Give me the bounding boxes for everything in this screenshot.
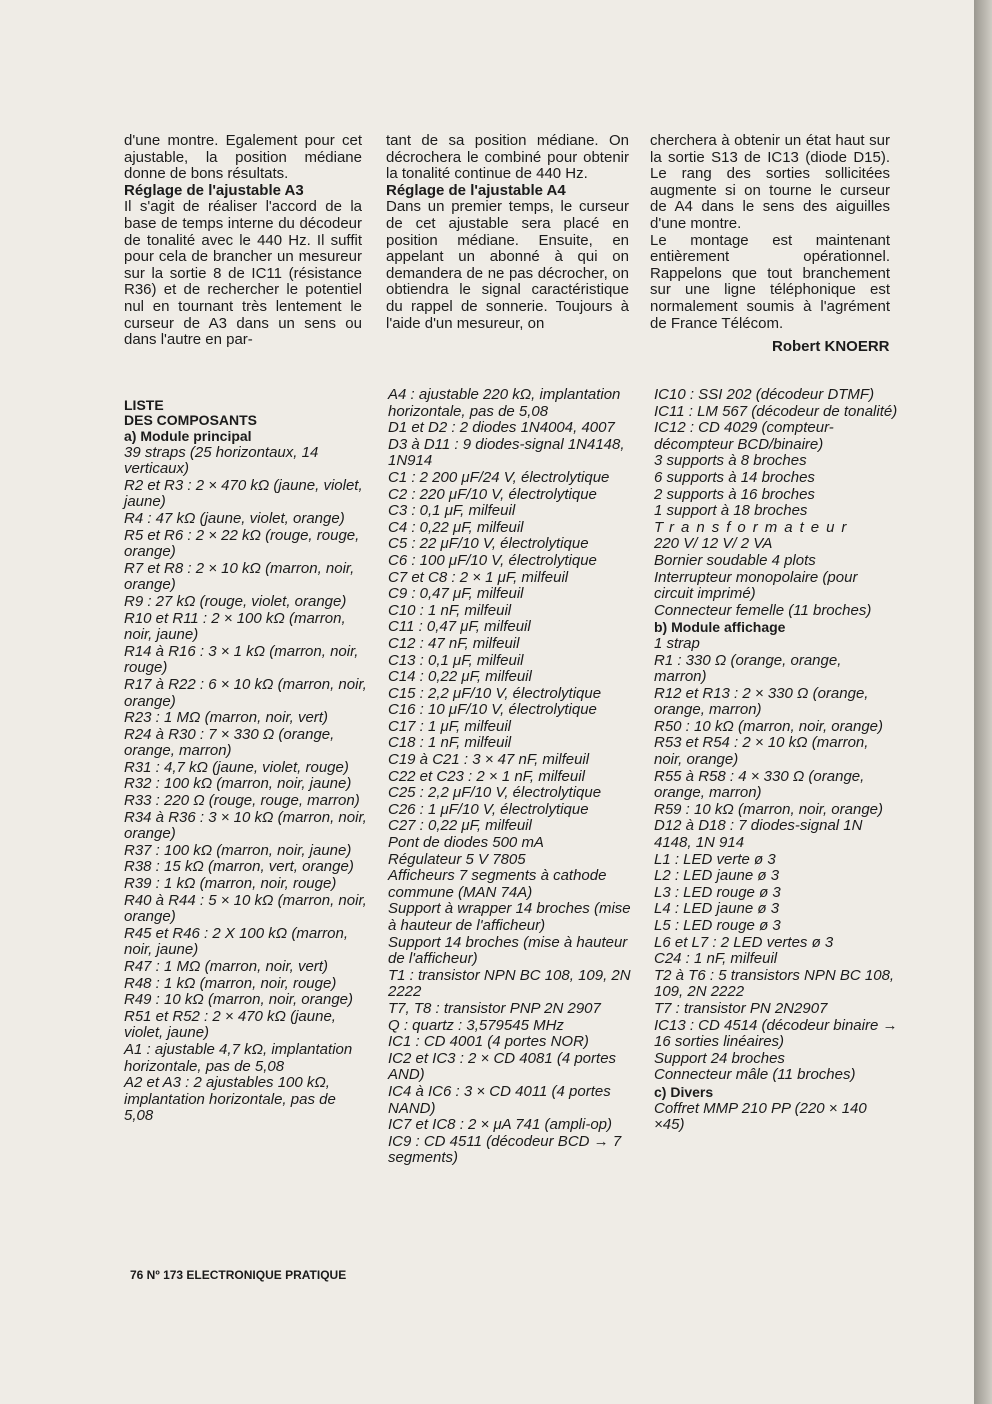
components-list-column-1 (124, 398, 368, 1125)
paragraph: Le montage est maintenant entièrement opérationnel. Rappelons que tout branchement sur une ligne téléphonique est normalement soumis à l'agrément de France Télécom. (650, 231, 890, 332)
list-item: R1 : 330 Ω (orange, orange, marron) (654, 651, 842, 686)
list-item: C1 : 2 200 μF/24 V, électrolytique (388, 468, 610, 486)
components-list-column-3 (654, 387, 898, 1134)
list-item: C26 : 1 μF/10 V, électrolytique (388, 800, 589, 818)
list-item: C6 : 100 μF/10 V, électrolytique (388, 551, 597, 569)
list-item: L1 : LED verte ø 3 (654, 850, 776, 868)
list-item: Régulateur 5 V 7805 (388, 850, 526, 868)
list-item: Connecteur femelle (11 broches) (654, 601, 872, 619)
list-item: IC13 : CD 4514 (décodeur binaire → 16 sorties linéaires) (654, 1016, 898, 1051)
list-item: R17 à R22 : 6 × 10 kΩ (marron, noir, orange) (124, 675, 367, 710)
item-group (654, 1101, 898, 1134)
list-item: IC10 : SSI 202 (décodeur DTMF) (654, 386, 875, 403)
list-item: C4 : 0,22 μF, milfeuil (388, 518, 524, 536)
list-item: C15 : 2,2 μF/10 V, électrolytique (388, 684, 602, 702)
item-group (654, 636, 898, 1084)
list-item: L2 : LED jaune ø 3 (654, 867, 780, 885)
list-item: C11 : 0,47 μF, milfeuil (388, 618, 531, 636)
list-item: R32 : 100 kΩ (marron, noir, jaune) (124, 775, 352, 793)
list-item: R34 à R36 : 3 × 10 kΩ (marron, noir, orange) (124, 808, 367, 843)
list-item: Q : quartz : 3,579545 MHz (388, 1016, 564, 1034)
list-item: L4 : LED jaune ø 3 (654, 900, 780, 918)
section-heading: Réglage de l'ajustable A4 (386, 181, 566, 199)
list-item: L6 et L7 : 2 LED vertes ø 3 (654, 933, 834, 951)
list-item: IC4 à IC6 : 3 × CD 4011 (4 portes NAND) (388, 1082, 611, 1117)
list-item: C27 : 0,22 μF, milfeuil (388, 817, 532, 835)
list-item: R31 : 4,7 kΩ (jaune, violet, rouge) (124, 758, 349, 776)
list-item: R51 et R52 : 2 × 470 kΩ (jaune, violet, jaune) (124, 1007, 336, 1042)
list-item: R40 à R44 : 5 × 10 kΩ (marron, noir, orange) (124, 891, 367, 926)
list-item: R37 : 100 kΩ (marron, noir, jaune) (124, 841, 352, 859)
author-signature: Robert KNOERR (772, 338, 890, 355)
list-item: 220 V/ 12 V/ 2 VA (654, 535, 773, 553)
list-item: D12 à D18 : 7 diodes-signal 1N 4148, 1N 914 (654, 817, 863, 852)
list-item: R4 : 47 kΩ (jaune, violet, orange) (124, 509, 345, 527)
section-heading: c) Divers (654, 1083, 714, 1100)
paragraph: tant de sa position médiane. On décrochera le combiné pour obtenir la tonalité continue de 440 Hz. (386, 132, 629, 183)
list-item: R49 : 10 kΩ (marron, noir, orange) (124, 991, 354, 1009)
list-item: R39 : 1 kΩ (marron, noir, rouge) (124, 875, 337, 893)
text-column-2 (386, 133, 629, 332)
list-item: T2 à T6 : 5 transistors NPN BC 108, 109, 2N 2222 (654, 966, 895, 1001)
list-item: IC7 et IC8 : 2 × μA 741 (ampli-op) (388, 1116, 613, 1134)
item-group (388, 387, 633, 1167)
page-footer: 76 Nº 173 ELECTRONIQUE PRATIQUE (130, 1268, 347, 1282)
paragraph: cherchera à obtenir un état haut sur la sortie S13 de IC13 (diode D15). Le rang des sorties sollicitées augmente si on tourne le curseur de A4 dans le sens des aiguilles d'une montre. (650, 132, 890, 232)
list-item: Connecteur mâle (11 broches) (654, 1066, 856, 1084)
list-item: Interrupteur monopolaire (pour circuit imprimé) (654, 568, 858, 603)
list-item: 2 supports à 16 broches (654, 485, 815, 503)
list-item: T1 : transistor NPN BC 108, 109, 2N 2222 (388, 966, 631, 1001)
list-item: 6 supports à 14 broches (654, 468, 815, 486)
list-item: A2 et A3 : 2 ajustables 100 kΩ, implantation horizontale, pas de 5,08 (124, 1074, 336, 1125)
list-item: R47 : 1 MΩ (marron, noir, vert) (124, 958, 328, 975)
list-item: D3 à D11 : 9 diodes-signal 1N4148, 1N914 (388, 435, 625, 470)
list-item: C19 à C21 : 3 × 47 nF, milfeuil (388, 751, 590, 769)
list-item: Support à wrapper 14 broches (mise à hauteur de l'afficheur) (388, 900, 631, 934)
item-group (654, 536, 898, 619)
list-item: T7, T8 : transistor PNP 2N 2907 (388, 999, 601, 1017)
list-item: C13 : 0,1 μF, milfeuil (388, 651, 524, 669)
list-item: R59 : 10 kΩ (marron, noir, orange) (654, 800, 884, 818)
list-item: C5 : 22 μF/10 V, électrolytique (388, 535, 589, 553)
list-item: C16 : 10 μF/10 V, électrolytique (388, 701, 597, 719)
text-column-3 (650, 133, 890, 332)
list-item: R14 à R16 : 3 × 1 kΩ (marron, noir, rouge) (124, 642, 359, 677)
list-item: C17 : 1 μF, milfeuil (388, 717, 511, 735)
list-item: C3 : 0,1 μF, milfeuil (388, 502, 516, 520)
page-edge (974, 0, 992, 1404)
list-item: C14 : 0,22 μF, milfeuil (388, 668, 532, 686)
list-item: R23 : 1 MΩ (marron, noir, vert) (124, 709, 328, 727)
list-item: C9 : 0,47 μF, milfeuil (388, 585, 524, 603)
list-item: 1 strap (654, 634, 700, 652)
paragraph: d'une montre. Egalement pour cet ajustable, la position médiane donne de bons résultats. (124, 132, 362, 183)
paragraph: Il s'agit de réaliser l'accord de la base de temps interne du décodeur de tonalité avec le 440 Hz. Il suffit pour cela de brancher un mesureur sur la sortie 8 de IC11 (résistance R36) et de rechercher le potentiel nul en tournant très lentement le curseur de A3 dans un sens ou dans l'autre en par- (124, 198, 362, 349)
list-item: C10 : 1 nF, milfeuil (388, 601, 512, 619)
list-item: IC2 et IC3 : 2 × CD 4081 (4 portes AND) (388, 1049, 617, 1084)
item-group (124, 445, 368, 1125)
list-item: C18 : 1 nF, milfeuil (388, 734, 512, 752)
list-item: C7 et C8 : 2 × 1 μF, milfeuil (388, 568, 569, 586)
list-item: R9 : 27 kΩ (rouge, violet, orange) (124, 592, 347, 610)
list-item: C24 : 1 nF, milfeuil (654, 950, 778, 968)
section-heading: a) Module principal (124, 428, 252, 444)
list-item: R7 et R8 : 2 × 10 kΩ (marron, noir, orange) (124, 559, 355, 594)
list-item: 3 supports à 8 broches (654, 452, 807, 470)
list-item: IC1 : CD 4001 (4 portes NOR) (388, 1033, 589, 1051)
list-item: C22 et C23 : 2 × 1 nF, milfeuil (388, 767, 585, 785)
list-item: D1 et D2 : 2 diodes 1N4004, 4007 (388, 419, 615, 437)
item-group (654, 387, 898, 520)
components-list-column-2 (388, 387, 633, 1167)
list-item: Coffret MMP 210 PP (220 × 140 ×45) (654, 1099, 867, 1134)
text-column-1 (124, 133, 362, 349)
list-item: R24 à R30 : 7 × 330 Ω (orange, orange, marron) (124, 725, 335, 760)
list-item: 1 support à 18 broches (654, 502, 808, 520)
list-item: R53 et R54 : 2 × 10 kΩ (marron, noir, orange) (654, 734, 869, 769)
section-heading: Réglage de l'ajustable A3 (124, 181, 304, 199)
list-item: IC12 : CD 4029 (compteur-décompteur BCD/binaire) (654, 419, 834, 453)
list-item: Support 14 broches (mise à hauteur de l'afficheur) (388, 933, 628, 968)
list-item: Pont de diodes 500 mA (388, 834, 544, 852)
list-item: A4 : ajustable 220 kΩ, implantation horizontale, pas de 5,08 (388, 386, 621, 420)
list-item: L5 : LED rouge ø 3 (654, 917, 781, 934)
list-item: R2 et R3 : 2 × 470 kΩ (jaune, violet, jaune) (124, 476, 363, 511)
list-item: T7 : transistor PN 2N2907 (654, 999, 828, 1017)
list-item: R33 : 220 Ω (rouge, rouge, marron) (124, 792, 360, 810)
list-title: LISTE (124, 397, 164, 413)
list-item: Afficheurs 7 segments à cathode commune (MAN 74A) (388, 867, 607, 901)
list-item: 39 straps (25 horizontaux, 14 verticaux) (124, 443, 319, 478)
list-item: R45 et R46 : 2 X 100 kΩ (marron, noir, jaune) (124, 924, 349, 959)
list-item: IC9 : CD 4511 (décodeur BCD → 7 segments) (388, 1132, 622, 1167)
list-item: R50 : 10 kΩ (marron, noir, orange) (654, 717, 884, 735)
section-heading: b) Module affichage (654, 619, 786, 636)
list-item: C2 : 220 μF/10 V, électrolytique (388, 485, 597, 503)
list-item: C25 : 2,2 μF/10 V, électrolytique (388, 784, 602, 802)
list-item: Bornier soudable 4 plots (654, 551, 816, 569)
list-item: Transformateur (654, 518, 854, 536)
list-item: A1 : ajustable 4,7 kΩ, implantation horizontale, pas de 5,08 (124, 1040, 353, 1075)
list-item: L3 : LED rouge ø 3 (654, 883, 781, 901)
list-item: R12 et R13 : 2 × 330 Ω (orange, orange, marron) (654, 684, 869, 719)
list-item: R38 : 15 kΩ (marron, vert, orange) (124, 858, 354, 876)
list-item: R5 et R6 : 2 × 22 kΩ (rouge, rouge, orange) (124, 526, 360, 561)
list-item: R10 et R11 : 2 × 100 kΩ (marron, noir, jaune) (124, 609, 346, 644)
list-item: R48 : 1 kΩ (marron, noir, rouge) (124, 974, 337, 992)
list-item: IC11 : LM 567 (décodeur de tonalité) (654, 402, 898, 420)
list-item: C12 : 47 nF, milfeuil (388, 634, 520, 652)
list-item: R55 à R58 : 4 × 330 Ω (orange, orange, marron) (654, 767, 865, 802)
paragraph: Dans un premier temps, le curseur de cet ajustable sera placé en position médiane. Ensuite, en appelant un abonné à qui on demandera de ne pas décrocher, on obtiendra le signal caractéristique du rappel de sonnerie. Toujours à l'aide d'un mesureur, on (386, 198, 629, 332)
list-title: DES COMPOSANTS (124, 412, 258, 428)
list-item: Support 24 broches (654, 1049, 785, 1067)
